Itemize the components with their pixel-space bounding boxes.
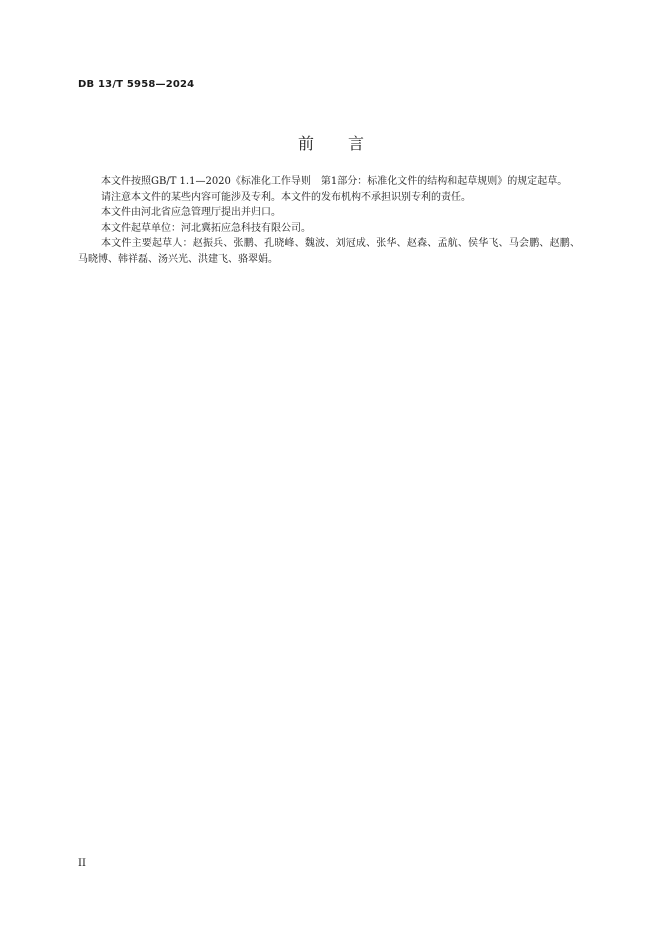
page-number: II bbox=[78, 858, 86, 869]
paragraph-drafting-basis: 本文件按照GB/T 1.1—2020《标准化工作导则 第1部分：标准化文件的结构和起草规则》的规定起草。 bbox=[101, 176, 568, 187]
paragraph-patent-notice: 请注意本文件的某些内容可能涉及专利。本文件的发布机构不承担识别专利的责任。 bbox=[101, 191, 471, 203]
page-title bbox=[0, 131, 662, 154]
document-code: DB 13/T 5958—2024 bbox=[78, 79, 195, 90]
title-char-2: 言 bbox=[348, 134, 365, 153]
paragraph-drafting-unit: 本文件起草单位：河北冀拓应急科技有限公司。 bbox=[101, 222, 311, 234]
paragraph-proposer: 本文件由河北省应急管理厅提出并归口。 bbox=[101, 207, 281, 218]
paragraph-drafters: 本文件主要起草人：赵振兵、张鹏、孔晓峰、魏波、刘冠成、张华、赵森、孟航、侯华飞、马会鹏、赵鹏、马晓博、韩祥磊、汤兴光、洪建飞、骆翠娟。 bbox=[78, 238, 580, 265]
title-char-1: 前 bbox=[297, 134, 314, 153]
foreword-body bbox=[78, 174, 580, 267]
